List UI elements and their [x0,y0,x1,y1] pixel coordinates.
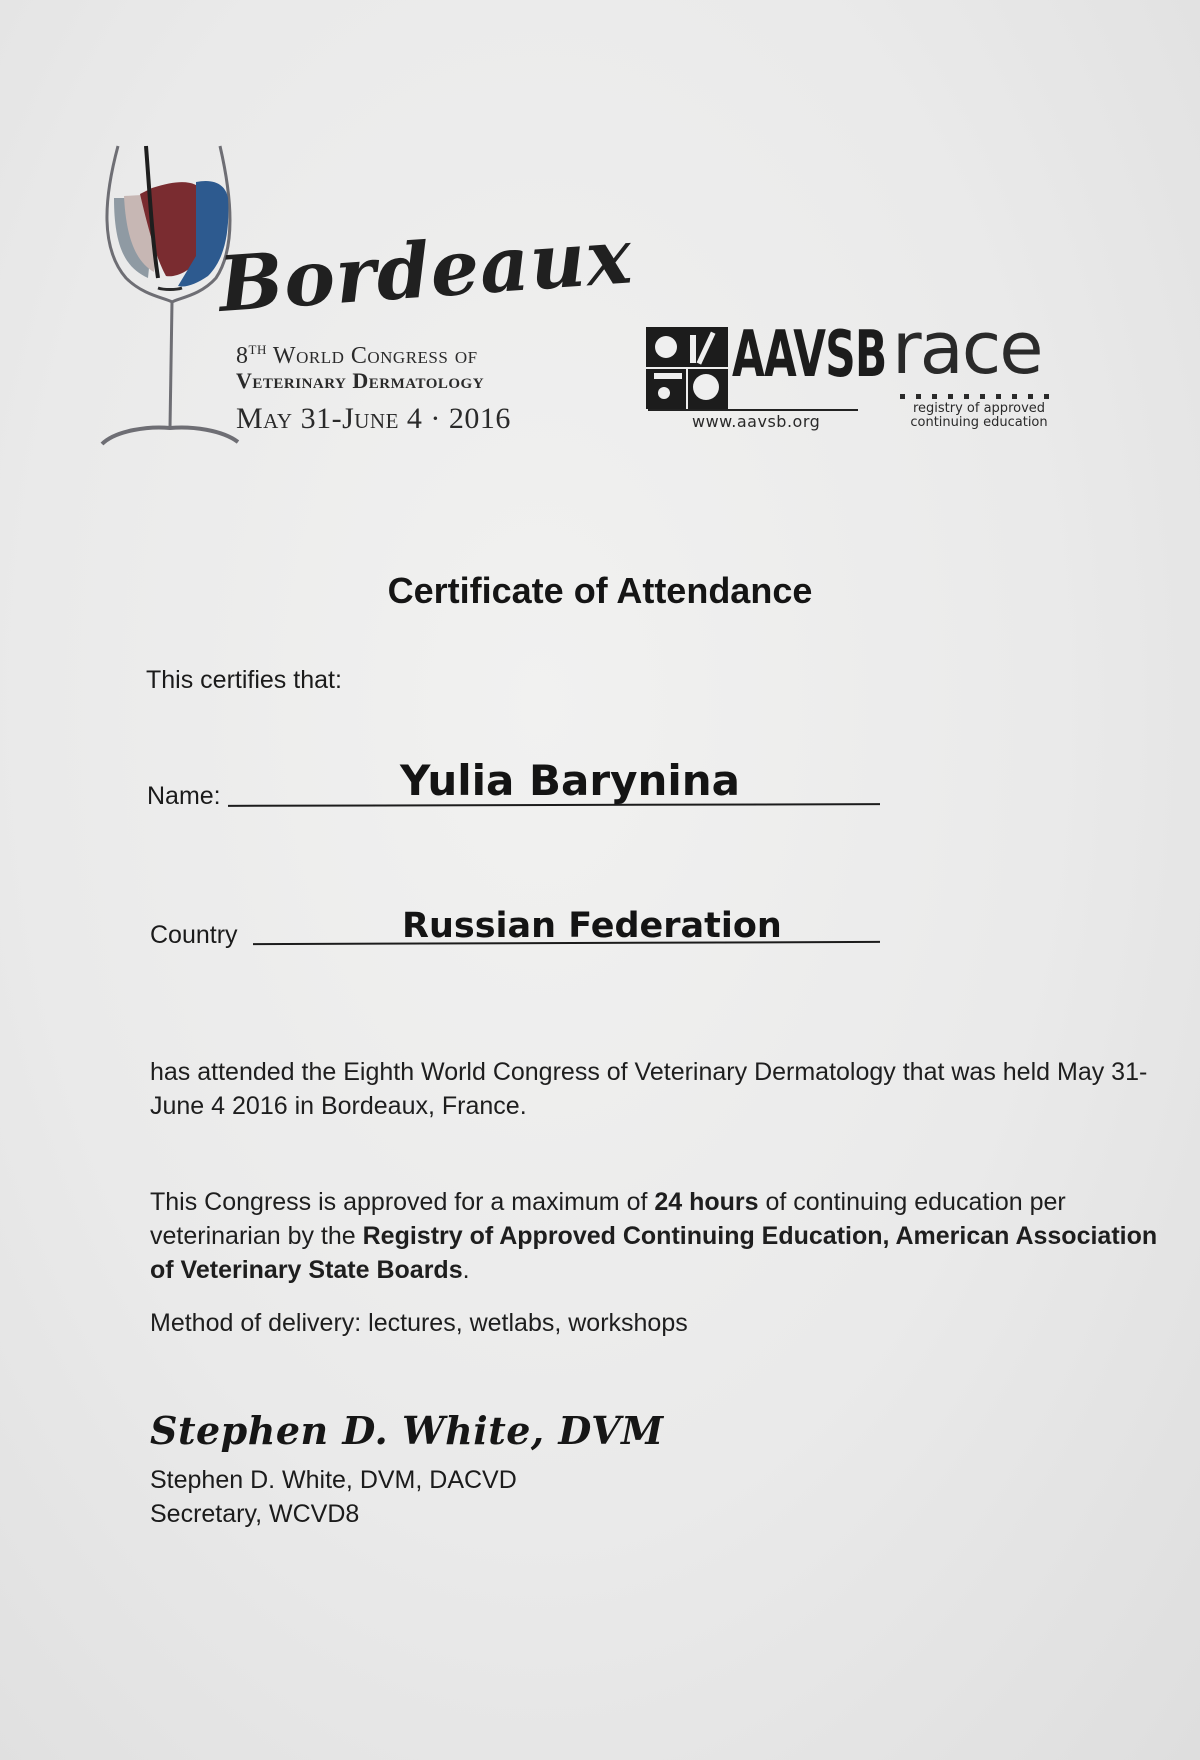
race-subtitle-line-2: continuing education [910,415,1048,430]
race-wordmark: race [892,306,1042,390]
approval-registry: Registry of Approved Continuing Education, American Association of Veterinary State Boards [150,1222,1158,1284]
aavsb-wordmark: AAVSB [732,318,887,392]
congress-line-2: Veterinary Dermatology [236,368,485,393]
certificate-title: Certificate of Attendance [387,570,813,611]
approval-text-part-2: of continuing education per veterinarian by the [150,1188,1066,1250]
signer-role: Secretary, WCVD8 [150,1500,360,1528]
bordeaux-script-title: Bordeaux [215,211,636,329]
country-label: Country [150,921,238,949]
ordinal-suffix: TH [248,342,267,357]
approval-hours: 24 hours [654,1188,759,1216]
approval-paragraph [150,1185,1180,1287]
attendance-paragraph: has attended the Eighth World Congress of Veterinary Dermatology that was held May 31- June 4 2016 in Bordeaux, France. [150,1058,1148,1120]
country-value: Russian Federation [402,906,782,946]
approval-text-end: . [462,1256,470,1284]
race-subtitle [898,402,1060,430]
name-value: Yulia Barynina [400,756,740,805]
congress-name-part: World Congress of [272,343,478,369]
congress-line-1 [236,342,478,370]
race-subtitle-line-1: registry of approved [912,401,1046,416]
congress-dates: May 31-June 4 · 2016 [236,402,511,435]
aavsb-divider [648,409,858,411]
approval-text-part-1: This Congress is approved for a maximum of [150,1188,655,1216]
delivery-method-text: Method of delivery: lectures, wetlabs, workshops [150,1309,688,1337]
certifies-text: This certifies that: [146,666,342,694]
signer-name: Stephen D. White, DVM, DACVD [150,1466,517,1494]
name-label: Name: [147,782,221,810]
aavsb-emblem-icon [646,327,728,409]
handwritten-signature: Stephen D. White, DVM [150,1408,664,1453]
ordinal-number: 8 [236,343,249,369]
race-dotted-line-icon [900,392,1050,400]
aavsb-url: www.aavsb.org [692,412,821,431]
